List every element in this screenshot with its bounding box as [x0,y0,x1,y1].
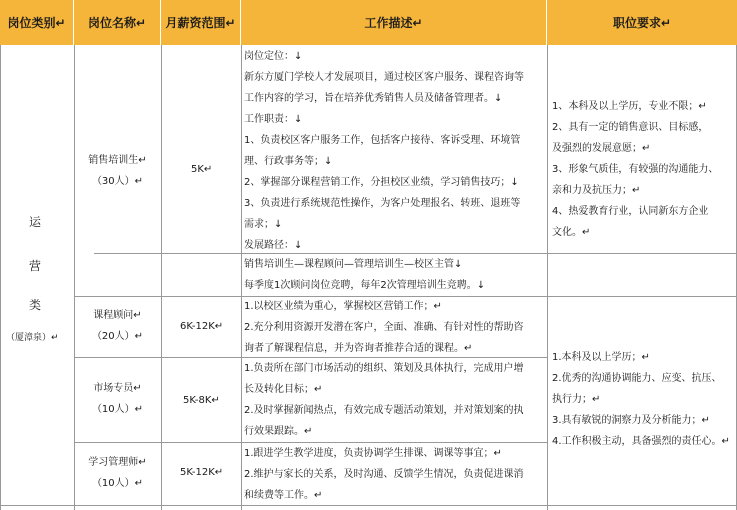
description-marketing-specialist [244,358,545,442]
desc-line: 工作内容的学习，旨在培养优秀销售人员及储备管理者。↓ [244,93,503,104]
desc-line: 行效果跟踪。↵ [244,426,313,437]
header-position: 岗位名称↵ [74,0,161,45]
desc-line: 2、掌握部分课程营销工作，分担校区业绩，学习销售技巧；↓ [244,177,519,188]
desc-line: 理、行政事务等；↓ [244,156,333,167]
description-learning-manager [244,443,545,506]
desc-line: 1.负责所在部门市场活动的组织、策划及具体执行，完成用户增 [244,363,524,374]
desc-line: 和续费等工作。↵ [244,490,323,501]
description-career-path [244,254,545,296]
position-count: （10人）↵ [91,478,144,489]
req-line: 1、本科及以上学历，专业不限；↵ [552,101,707,112]
salary-marketing-specialist: 5K-8K↵ [183,395,220,406]
req-line: 亲和力及抗压力；↵ [552,185,641,196]
req-line: 3、形象气质佳，有较强的沟通能力、 [552,164,719,175]
desc-line: 1.以校区业绩为重心，掌握校区营销工作；↵ [244,301,442,312]
category-char-1: 运 [29,215,42,229]
position-count: （10人）↵ [91,404,144,415]
position-count: （20人）↵ [91,331,144,342]
position-name: 学习管理师↵ [88,457,147,468]
desc-line: 2.及时掌握新闻热点，有效完成专题活动策划，并对策划案的执 [244,405,524,416]
position-name-marketing-specialist [74,378,161,420]
desc-line: 新东方厦门学校人才发展项目，通过校区客户服务、课程咨询等 [244,72,524,83]
position-count: （30人）↵ [91,176,144,187]
req-line: 2、具有一定的销售意识、目标感， [552,122,709,133]
position-name-course-consultant [74,305,161,347]
salary-learning-manager: 5K-12K↵ [180,467,224,478]
position-name: 课程顾问↵ [93,310,142,321]
desc-line: 询者了解课程信息，并为咨询者推荐合适的课程。↵ [244,343,473,354]
desc-line: 3、负责进行系统规范性操作，为客户处理报名、转班、退班等 [244,198,521,209]
desc-line: 岗位定位：↓ [244,51,303,62]
req-line: 及强烈的发展意愿；↵ [552,143,651,154]
req-line: 4.工作积极主动，具备强烈的责任心。↵ [552,436,730,447]
desc-line: 发展路径：↓ [244,240,303,251]
header-category: 岗位类别↵ [0,0,74,45]
position-name-sales-trainee [74,150,161,192]
desc-line: 1.跟进学生教学进度，负责协调学生排课、调课等事宜；↵ [244,448,502,459]
desc-line: 2.维护与家长的关系，及时沟通、反馈学生情况，负责促进课消 [244,469,524,480]
desc-line: 销售培训生—课程顾问—管理培训生—校区主管↓ [244,259,463,270]
req-line: 2.优秀的沟通协调能力、应变、抗压、 [552,373,722,384]
position-name: 市场专员↵ [93,383,142,394]
desc-line: 1、负责校区客户服务工作，包括客户接待、客诉受理、环境管 [244,135,521,146]
desc-line: 需求；↓ [244,219,283,230]
category-char-2: 营 [29,259,42,273]
category-dept: （厦漳泉）↵ [6,333,59,343]
description-sales-trainee [244,46,545,256]
requirements-general [552,347,736,452]
req-line: 4、热爱教育行业，认同新东方企业 [552,206,709,217]
position-name: 销售培训生↵ [88,155,147,166]
desc-line: 长及转化目标；↵ [244,384,323,395]
req-line: 执行力；↵ [552,394,601,405]
req-line: 3.具有敏锐的洞察力及分析能力；↵ [552,415,710,426]
desc-line: 每季度1次顾问岗位竞聘，每年2次管理培训生竞聘。↓ [244,280,486,291]
header-description: 工作描述↵ [241,0,547,45]
salary-sales-trainee: 5K↵ [191,164,213,175]
salary-course-consultant: 6K-12K↵ [180,321,224,332]
header-salary: 月薪资范围↵ [161,0,241,45]
description-course-consultant [244,296,545,359]
requirements-sales-trainee [552,96,736,243]
desc-line: 工作职责：↓ [244,114,303,125]
category-char-3: 类 [29,298,42,312]
header-requirements: 职位要求↵ [547,0,737,45]
req-line: 1.本科及以上学历；↵ [552,352,650,363]
req-line: 文化。↵ [552,227,591,238]
desc-line: 2.充分利用资源开发潜在客户，全面、准确、有针对性的帮助咨 [244,322,524,333]
position-name-learning-manager [74,452,161,494]
